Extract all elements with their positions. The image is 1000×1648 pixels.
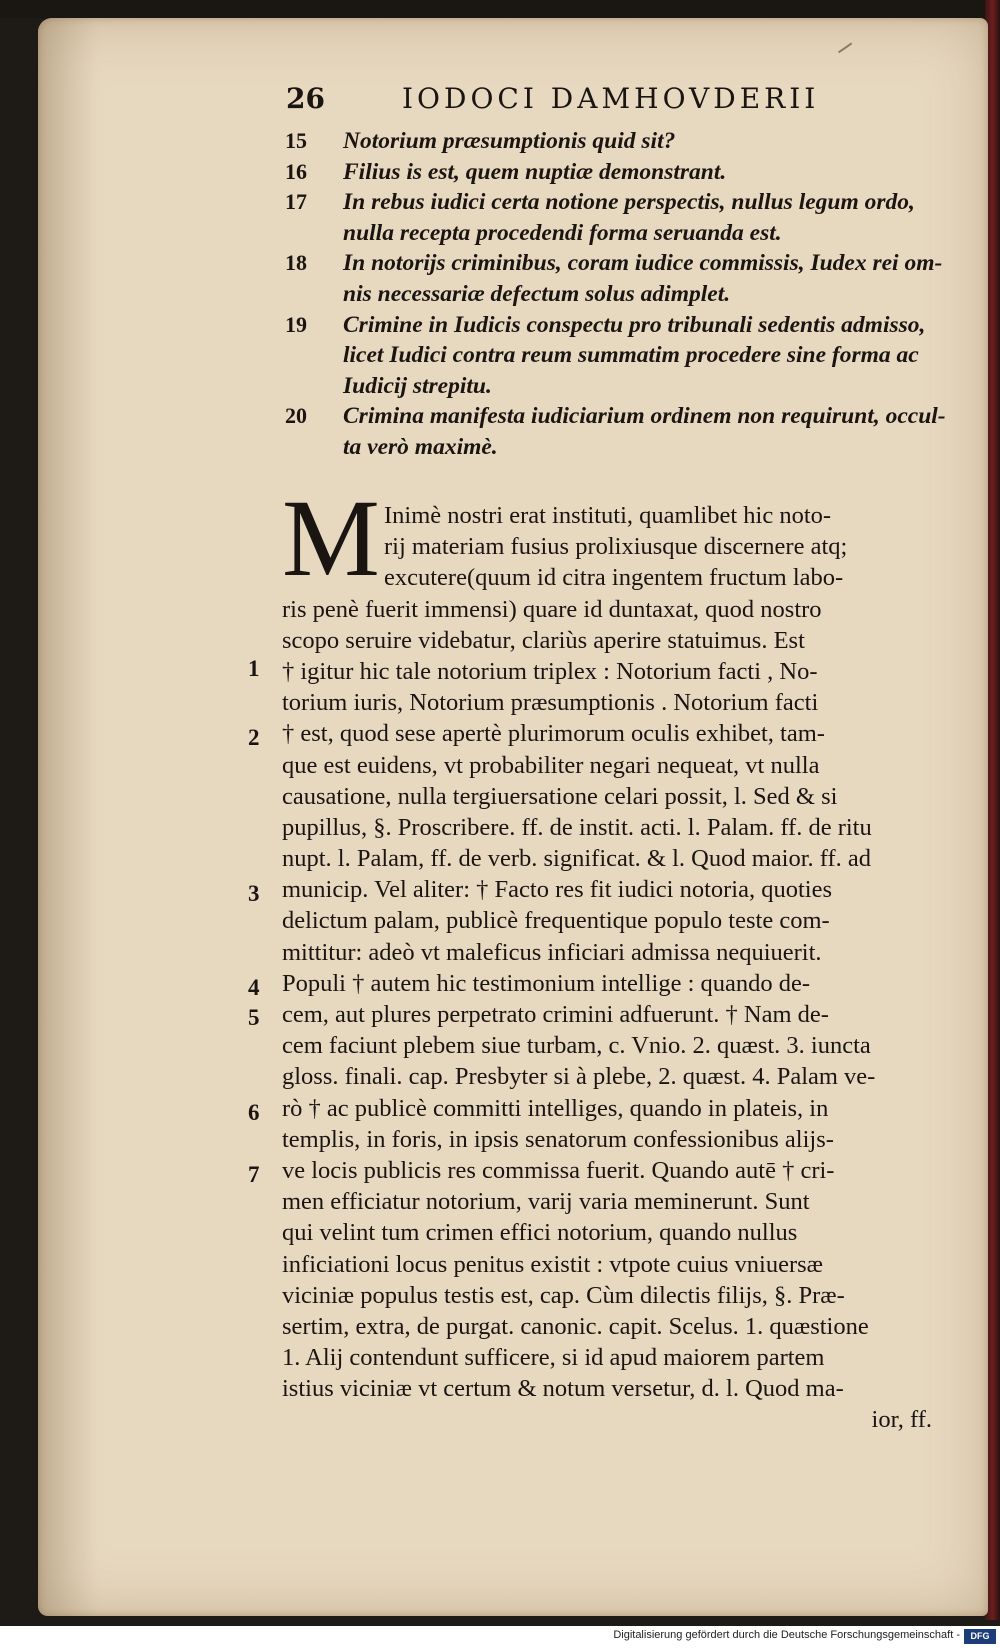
body-line: † igitur hic tale notorium triplex : Notorium facti , No-: [282, 657, 818, 685]
body-line: viciniæ populus testis est, cap. Cùm dilectis filijs, §. Præ-: [282, 1281, 845, 1309]
summary-line: In rebus iudici certa notione perspectis, nullus legum ordo,: [343, 189, 915, 216]
scan-top-border: [0, 0, 1000, 18]
page-number: 26: [286, 82, 325, 115]
body-line: templis, in foris, in ipsis senatorum confessionibus alijs-: [282, 1125, 834, 1153]
summary-line: nis necessariæ defectum solus adimplet.: [343, 280, 731, 307]
body-line: ve locis publicis res commissa fuerit. Quando autē † cri-: [282, 1156, 835, 1184]
body-line: cem, aut plures perpetrato crimini adfuerunt. † Nam de-: [282, 1001, 829, 1028]
margin-number: 5: [248, 1005, 260, 1030]
running-title: IODOCI DAMHOVDERII: [402, 82, 820, 115]
body-line: scopo seruire videbatur, clariùs aperire statuimus. Est: [282, 626, 805, 654]
funding-credit: Digitalisierung gefördert durch die Deutsche Forschungsgemeinschaft -: [613, 1629, 960, 1641]
body-line: inficiationi locus penitus existit : vtpote cuius vniuersæ: [282, 1250, 823, 1278]
body-line: pupillus, §. Proscribere. ff. de instit. acti. l. Palam. ff. de ritu: [282, 813, 872, 841]
summary-line: Crimine in Iudicis conspectu pro tribunali sedentis admisso,: [343, 311, 926, 338]
page-header: [286, 82, 906, 122]
margin-number: 4: [248, 975, 260, 1000]
summary-line: Filius is est, quem nuptiæ demonstrant.: [343, 158, 727, 185]
digitization-footer: [0, 1626, 1000, 1648]
summary-number: 18: [285, 250, 307, 276]
body-line: sertim, extra, de purgat. canonic. capit. Scelus. 1. quæstione: [282, 1312, 869, 1340]
drop-capital: M: [282, 477, 380, 599]
summary-item: [285, 157, 965, 188]
body-line: mittitur: adeò vt maleficus inficiari admissa nequiuerit.: [282, 938, 822, 966]
summary-line: Notorium præsumptionis quid sit?: [343, 128, 676, 154]
dfg-logo: DFG: [964, 1629, 996, 1644]
margin-number: 2: [248, 725, 260, 750]
summary-list: [285, 126, 965, 463]
summary-number: 15: [285, 128, 307, 153]
body-line: Populi † autem hic testimonium intellige : quando de-: [282, 969, 811, 997]
body-line: men efficiatur notorium, varij varia meminerunt. Sunt: [282, 1188, 810, 1216]
summary-number: 19: [285, 311, 307, 337]
summary-number: 20: [285, 403, 307, 429]
summary-item: [285, 187, 965, 248]
body-text: [282, 500, 952, 1436]
summary-item: [285, 401, 965, 462]
body-line: 1. Alij contendunt sufficere, si id apud maiorem partem: [282, 1344, 825, 1372]
body-line: causatione, nulla tergiuersatione celari possit, l. Sed & si: [282, 782, 838, 810]
body-line: † est, quod sese apertè plurimorum oculis exhibet, tam-: [282, 720, 825, 748]
body-line: gloss. finali. cap. Presbyter si à plebe, 2. quæst. 4. Palam ve-: [282, 1063, 876, 1091]
summary-line: ta verò maximè.: [343, 433, 498, 460]
summary-line: Iudicij strepitu.: [343, 372, 492, 399]
body-line: rij materiam fusius prolixiusque discernere atq;: [384, 533, 848, 561]
summary-line: nulla recepta procedendi forma seruanda est.: [343, 219, 782, 246]
summary-number: 16: [285, 158, 307, 184]
summary-item: [285, 248, 965, 309]
body-line: delictum palam, publicè frequentique populo teste com-: [282, 907, 830, 935]
margin-number: 3: [248, 881, 260, 906]
margin-number: 6: [248, 1100, 260, 1125]
summary-line: licet Iudici contra reum summatim procedere sine forma ac: [343, 342, 919, 369]
body-line: municip. Vel aliter: † Facto res fit iudici notoria, quoties: [282, 876, 833, 904]
body-line: excutere(quum id citra ingentem fructum labo-: [384, 564, 844, 592]
summary-line: Crimina manifesta iudiciarium ordinem non requirunt, occul-: [343, 403, 946, 430]
body-line: que est euidens, vt probabiliter negari nequeat, vt nulla: [282, 751, 820, 779]
body-line: torium iuris, Notorium præsumptionis . Notorium facti: [282, 689, 819, 717]
body-line: qui velint tum crimen effici notorium, quando nullus: [282, 1219, 798, 1247]
body-line: nupt. l. Palam, ff. de verb. significat. & l. Quod maior. ff. ad: [282, 845, 872, 873]
summary-item: [285, 126, 965, 157]
summary-number: 17: [285, 189, 307, 215]
summary-line: In notorijs criminibus, coram iudice commissis, Iudex rei om-: [343, 250, 943, 277]
margin-number: 1: [248, 656, 260, 681]
body-line: Inimè nostri erat instituti, quamlibet hic noto-: [384, 502, 832, 529]
summary-item: [285, 310, 965, 402]
body-line: ior, ff.: [871, 1406, 932, 1434]
body-line: ris penè fuerit immensi) quare id duntaxat, quod nostro: [282, 595, 822, 623]
margin-number: 7: [248, 1162, 260, 1187]
body-line: rò † ac publicè committi intelliges, quando in plateis, in: [282, 1094, 829, 1122]
body-line: istius viciniæ vt certum & notum versetur, d. l. Quod ma-: [282, 1375, 844, 1403]
body-line: cem faciunt plebem siue turbam, c. Vnio. 2. quæst. 3. iuncta: [282, 1032, 871, 1060]
